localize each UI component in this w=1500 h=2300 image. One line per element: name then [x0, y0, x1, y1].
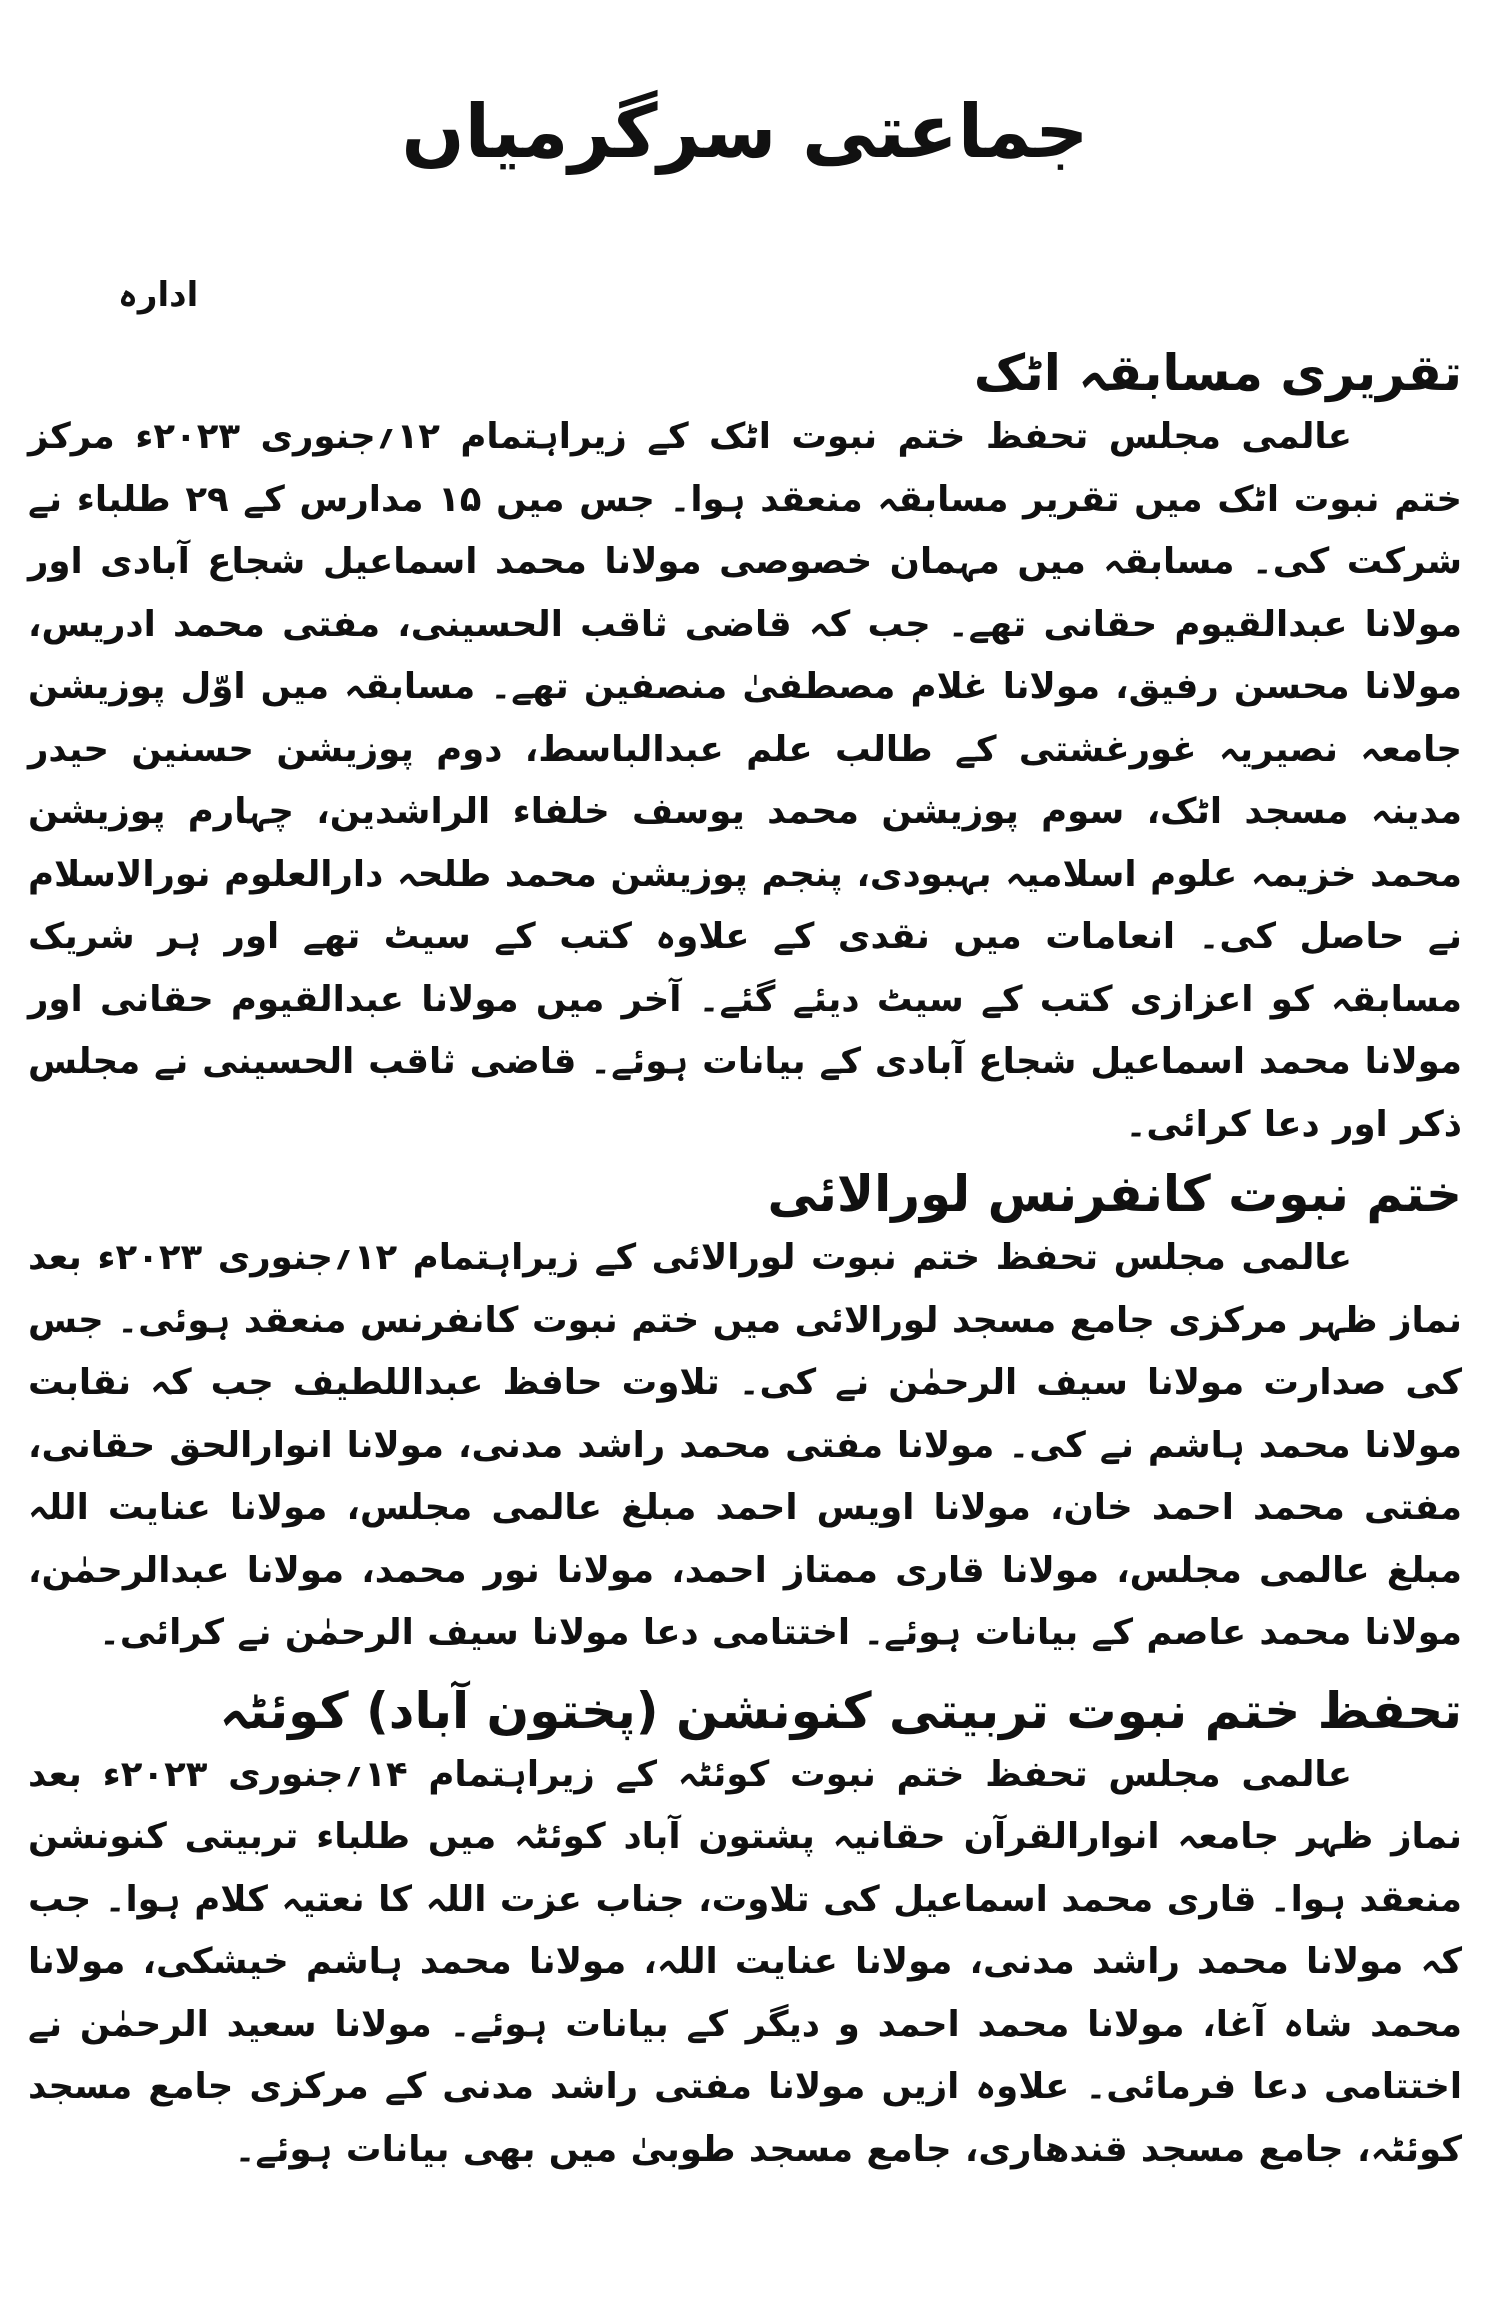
section-paragraph — [28, 1744, 1462, 2182]
author-line — [28, 267, 1462, 323]
author-name: ادارہ — [118, 275, 199, 315]
paragraph-text: عالمی مجلس تحفظ ختم نبوت اٹک کے زیراہتمام ۱۲؍جنوری ۲۰۲۳ء مرکز ختم نبوت اٹک میں تقریر مسابقہ منعقد ہوا۔ جس میں ۱۵ مدارس کے ۲۹ طلباء نے شرکت کی۔ مسابقہ میں مہمان خصوصی مولانا محمد اسماعیل شجاع آبادی اور مولانا عبدالقیوم حقانی تھے۔ جب کہ قاضی ثاقب الحسینی، مفتی محمد ادریس، مولانا محسن رفیق، مولانا غلام مصطفیٰ منصفین تھے۔ مسابقہ میں اوّل پوزیشن جامعہ نصیریہ غورغشتی کے طالب علم عبدالباسط، دوم پوزیشن حسنین حیدر مدینہ مسجد اٹک، سوم پوزیشن محمد یوسف خلفاء الراشدین، چہارم پوزیشن محمد خزیمہ علوم اسلامیہ بہبودی، پنجم پوزیشن محمد طلحہ دارالعلوم نورالاسلام نے حاصل کی۔ انعامات میں نقدی کے علاوہ کتب کے سیٹ تھے اور ہر شریک مسابقہ کو اعزازی کتب کے سیٹ دیئے گئے۔ آخر میں مولانا عبدالقیوم حقانی اور مولانا محمد اسماعیل شجاع آبادی کے بیانات ہوئے۔ قاضی ثاقب الحسینی نے مجلس ذکر اور دعا کرائی۔ — [28, 416, 1462, 1145]
section-quetta-convention — [28, 1679, 1462, 2182]
section-heading: تحفظ ختم نبوت تربیتی کنونشن (پختون آباد) کوئٹہ — [219, 1681, 1462, 1740]
page-title: جماعتی سرگرمیاں — [401, 89, 1089, 175]
section-paragraph — [28, 406, 1462, 1156]
section-loralai-conference — [28, 1162, 1462, 1665]
section-attock-speech-contest — [28, 341, 1462, 1156]
section-heading: تقریری مسابقہ اٹک — [973, 344, 1462, 402]
paragraph-text: عالمی مجلس تحفظ ختم نبوت لورالائی کے زیراہتمام ۱۲؍جنوری ۲۰۲۳ء بعد نماز ظہر مرکزی جامع مسجد لورالائی میں ختم نبوت کانفرنس منعقد ہوئی۔ جس کی صدارت مولانا سیف الرحمٰن نے کی۔ تلاوت حافظ عبداللطیف جب کہ نقابت مولانا محمد ہاشم نے کی۔ مولانا مفتی محمد راشد مدنی، مولانا انوارالحق حقانی، مفتی محمد احمد خان، مولانا اویس احمد مبلغ عالمی مجلس، مولانا عنایت اللہ مبلغ عالمی مجلس، مولانا قاری ممتاز احمد، مولانا نور محمد، مولانا عبدالرحمٰن، مولانا محمد عاصم کے بیانات ہوئے۔ اختتامی دعا مولانا سیف الرحمٰن نے کرائی۔ — [28, 1237, 1462, 1653]
section-paragraph — [28, 1227, 1462, 1665]
section-heading: ختم نبوت کانفرنس لورالائی — [767, 1165, 1462, 1223]
paragraph-text: عالمی مجلس تحفظ ختم نبوت کوئٹہ کے زیراہتمام ۱۴؍جنوری ۲۰۲۳ء بعد نماز ظہر جامعہ انوارالقرآن حقانیہ پشتون آباد کوئٹہ میں طلباء تربیتی کنونشن منعقد ہوا۔ قاری محمد اسماعیل کی تلاوت، جناب عزت اللہ کا نعتیہ کلام ہوا۔ جب کہ مولانا محمد راشد مدنی، مولانا عنایت اللہ، مولانا محمد ہاشم خیشکی، مولانا محمد شاہ آغا، مولانا محمد احمد و دیگر کے بیانات ہوئے۔ مولانا سعید الرحمٰن نے اختتامی دعا فرمائی۔ علاوہ ازیں مولانا مفتی راشد مدنی کے مرکزی جامع مسجد کوئٹہ، جامع مسجد قندھاری، جامع مسجد طوبیٰ میں بھی بیانات ہوئے۔ — [28, 1753, 1462, 2170]
